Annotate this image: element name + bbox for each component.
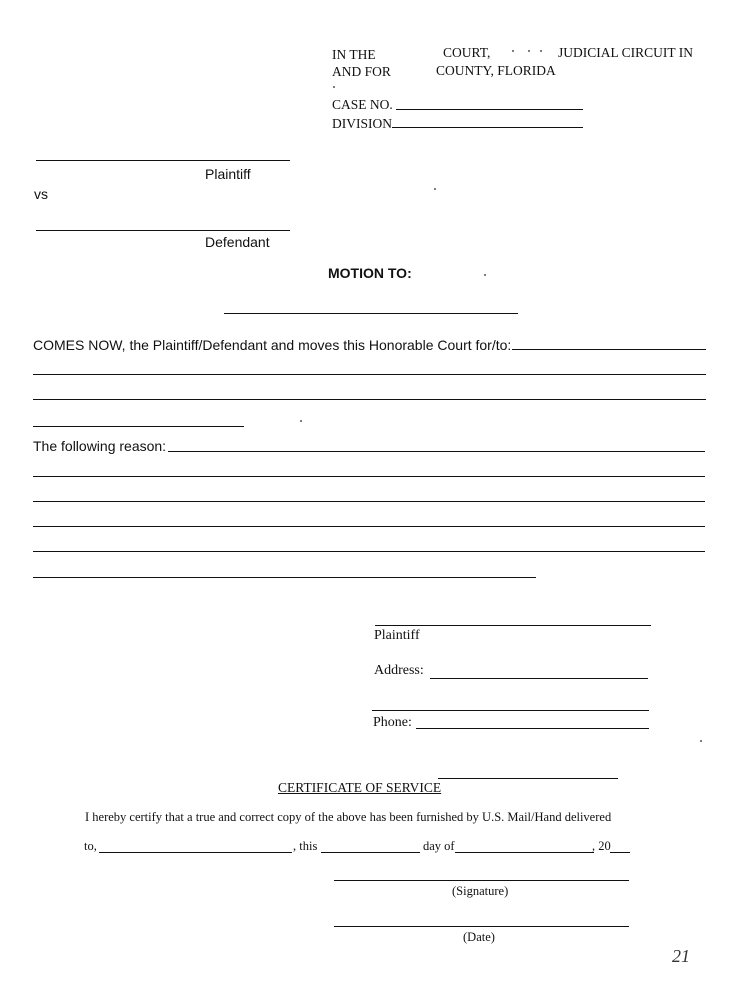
address-label: Address: — [374, 663, 424, 678]
comes-now-field-3[interactable] — [33, 399, 706, 400]
vs-label: vs — [34, 186, 48, 202]
certificate-day-of-label: day of — [423, 839, 455, 853]
comes-now-field-4[interactable] — [33, 426, 244, 427]
certificate-statement: I hereby certify that a true and correct copy of the above has been furnished by U.S. Mail/Hand delivered — [85, 810, 612, 824]
signature-plaintiff-label: Plaintiff — [374, 628, 420, 643]
comes-now-field-2[interactable] — [33, 374, 706, 375]
address-field-2[interactable] — [372, 710, 649, 711]
header-and-for: AND FOR — [332, 64, 391, 79]
certificate-month-field[interactable] — [455, 852, 594, 853]
comes-now-text: COMES NOW, the Plaintiff/Defendant and moves this Honorable Court for/to: — [33, 337, 512, 353]
scan-speck — [484, 274, 486, 276]
scan-speck — [700, 740, 702, 742]
reason-field-4[interactable] — [33, 526, 705, 527]
defendant-label: Defendant — [205, 234, 270, 250]
address-field-1[interactable] — [430, 678, 648, 679]
date-field[interactable] — [334, 926, 629, 927]
header-court: COURT, — [443, 45, 491, 60]
plaintiff-name-field[interactable] — [36, 160, 290, 161]
phone-field[interactable] — [416, 728, 649, 729]
certificate-title: CERTIFICATE OF SERVICE — [278, 780, 442, 795]
certificate-day-field[interactable] — [321, 852, 420, 853]
header-judicial-circuit: JUDICIAL CIRCUIT IN — [558, 45, 693, 60]
comes-now-field-1[interactable] — [512, 349, 706, 350]
case-no-label: CASE NO. — [332, 97, 393, 112]
scan-speck — [333, 86, 335, 88]
reason-field-6[interactable] — [33, 577, 536, 578]
motion-subject-field[interactable] — [224, 313, 518, 314]
certificate-to-label: to, — [84, 839, 97, 853]
reason-label: The following reason: — [33, 438, 167, 454]
scan-speck — [512, 50, 514, 52]
certificate-year-label: , 20 — [592, 839, 611, 853]
motion-title: MOTION TO: — [328, 265, 412, 281]
header-county-florida: COUNTY, FLORIDA — [436, 63, 556, 78]
date-label: (Date) — [463, 930, 495, 944]
scan-speck — [540, 50, 542, 52]
plaintiff-label: Plaintiff — [205, 166, 251, 182]
signature-field[interactable] — [334, 880, 629, 881]
division-label: DIVISION — [332, 116, 392, 131]
reason-field-3[interactable] — [33, 501, 705, 502]
plaintiff-signature-field[interactable] — [375, 625, 651, 626]
phone-label: Phone: — [373, 715, 412, 730]
certificate-rule — [438, 778, 618, 779]
reason-field-5[interactable] — [33, 551, 705, 552]
case-no-field[interactable] — [396, 109, 583, 110]
certificate-to-field[interactable] — [99, 852, 292, 853]
certificate-this-label: , this — [293, 839, 318, 853]
division-field[interactable] — [392, 127, 583, 128]
defendant-name-field[interactable] — [36, 230, 290, 231]
scan-speck — [434, 188, 436, 190]
signature-label: (Signature) — [452, 884, 509, 898]
certificate-year-field[interactable] — [610, 852, 630, 853]
reason-field-1[interactable] — [168, 451, 705, 452]
scan-speck — [300, 420, 302, 422]
header-in-the: IN THE — [332, 47, 376, 62]
reason-field-2[interactable] — [33, 476, 705, 477]
page-mark: 21 — [672, 946, 690, 966]
scan-speck — [528, 50, 530, 52]
